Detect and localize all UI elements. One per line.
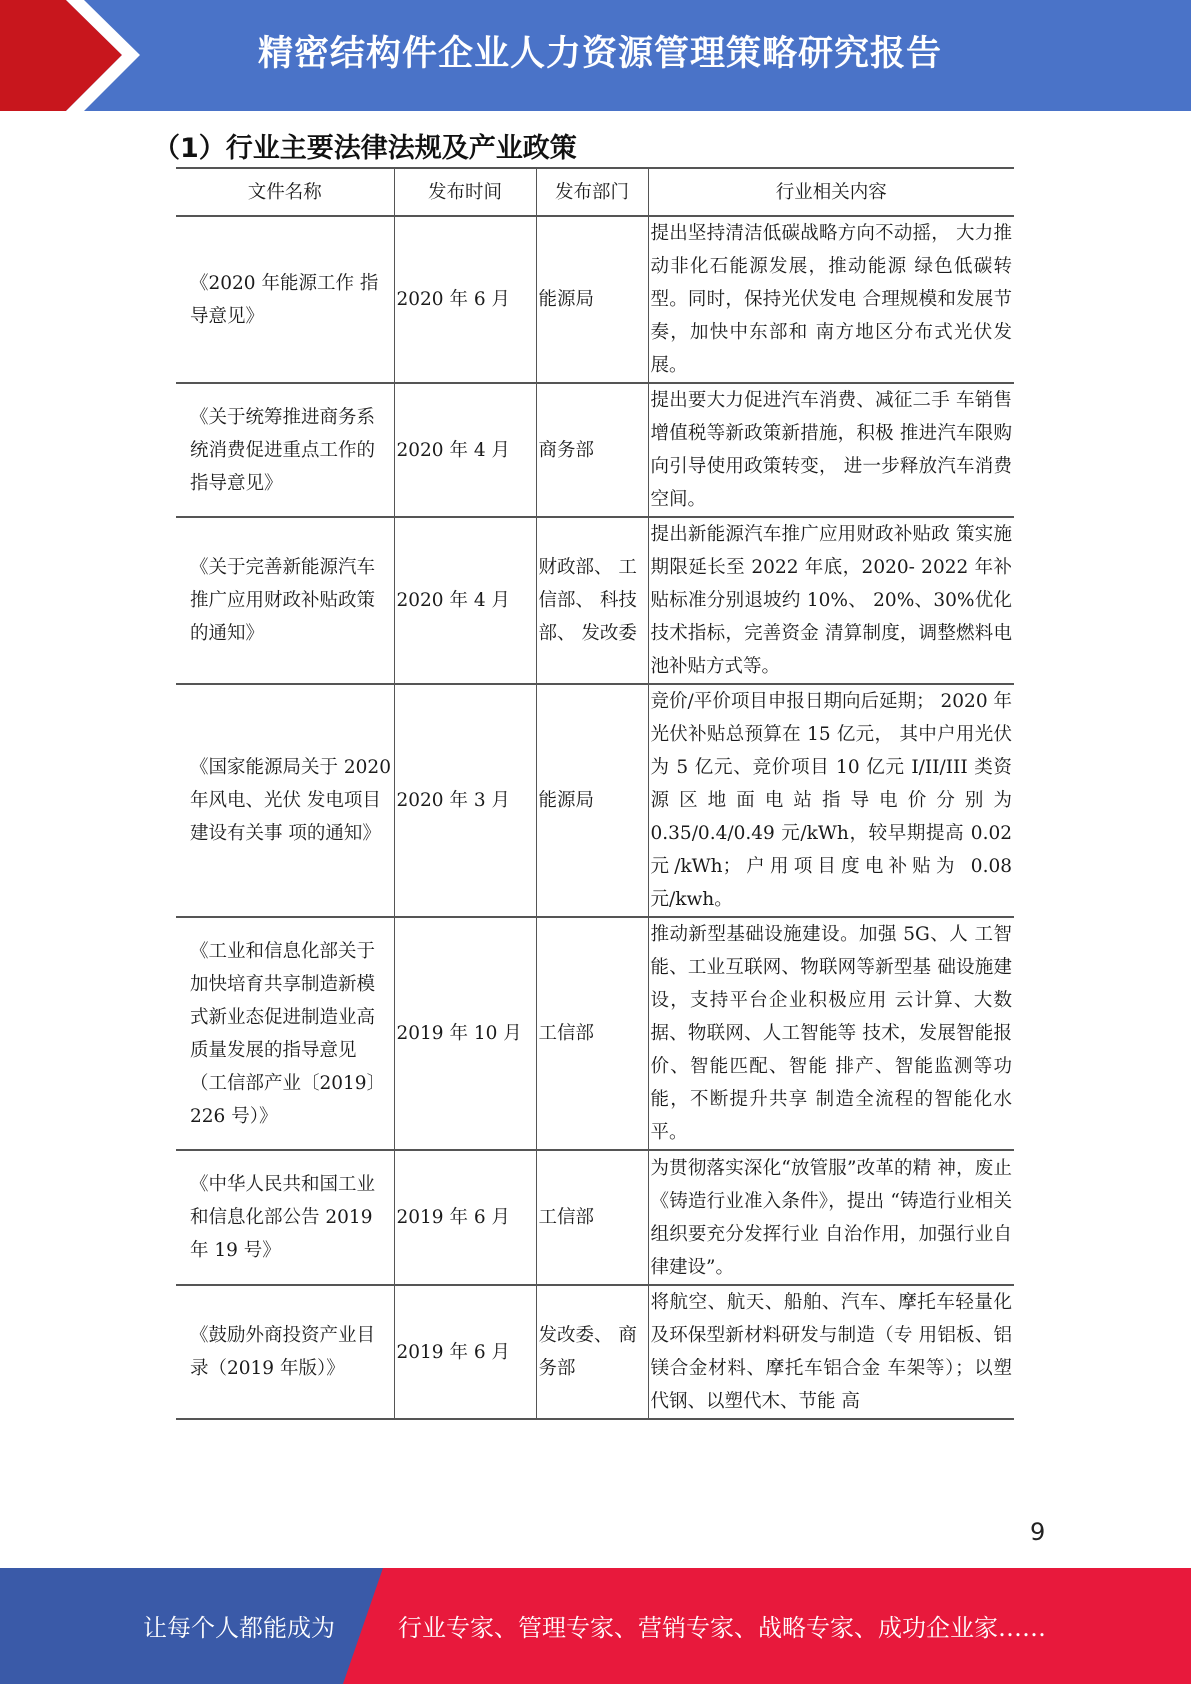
header-content: 行业相关内容 [648,168,1014,216]
table-row [176,1285,1014,1419]
doc-name-cell: 《2020 年能源工作 指导意见》 [176,216,394,383]
date-cell: 2020 年 6 月 [394,216,536,383]
dept-cell: 能源局 [536,684,648,917]
content-cell: 将航空、航天、船舶、汽车、摩托车轻量化及环保型新材料研发与制造（专 用铝板、铝镁合金材料、摩托车铝合金 车架等）；以塑代钢、以塑代木、节能 高 [648,1285,1014,1419]
doc-name-cell: 《鼓励外商投资产业目录（2019 年版）》 [176,1285,394,1419]
policy-table [176,167,1014,1420]
page-number: 9 [1030,1518,1046,1546]
doc-name-cell: 《国家能源局关于 2020 年风电、光伏 发电项目建设有关事 项的通知》 [176,684,394,917]
date-cell: 2019 年 10 月 [394,917,536,1150]
content-cell: 提出坚持清洁低碳战略方向不动摇， 大力推动非化石能源发展，推动能源 绿色低碳转型。同时，保持光伏发电 合理规模和发展节奏，加快中东部和 南方地区分布式光伏发展。 [648,216,1014,383]
report-title: 精密结构件企业人力资源管理策略研究报告 [258,34,943,74]
footer-band [0,1568,1191,1684]
table-row [176,917,1014,1150]
content-cell: 竞价/平价项目申报日期向后延期； 2020 年光伏补贴总预算在 15 亿元， 其中户用光伏为 5 亿元、竞价项目 10 亿元 I/II/III 类资源区地面电站指导电价分别为 0.35/0.4/0.49 元/kWh，较早期提高 0.02 元/kWh；户用项目度电补贴为 0.08 元/kwh。 [648,684,1014,917]
dept-cell: 工信部 [536,1150,648,1285]
doc-name-cell: 《关于统筹推进商务系统消费促进重点工作的指导意见》 [176,383,394,517]
footer-slogan-right: 行业专家、管理专家、营销专家、战略专家、成功企业家…… [398,1614,1046,1642]
date-cell: 2019 年 6 月 [394,1285,536,1419]
date-cell: 2019 年 6 月 [394,1150,536,1285]
date-cell: 2020 年 4 月 [394,517,536,684]
table-row [176,1150,1014,1285]
content-cell: 提出要大力促进汽车消费、减征二手 车销售增值税等新政策新措施，积极 推进汽车限购向引导使用政策转变， 进一步释放汽车消费空间。 [648,383,1014,517]
content-cell: 推动新型基础设施建设。加强 5G、人 工智能、工业互联网、物联网等新型基 础设施建设，支持平台企业积极应用 云计算、大数据、物联网、人工智能等 技术，发展智能报价、智能匹配、智能 排产、智能监测等功能，不断提升共享 制造全流程的智能化水平。 [648,917,1014,1150]
doc-name-cell: 《关于完善新能源汽车推广应用财政补贴政策的通知》 [176,517,394,684]
table-header-row [176,168,1014,216]
header-publish-date: 发布时间 [394,168,536,216]
content-cell: 提出新能源汽车推广应用财政补贴政 策实施期限延长至 2022 年底，2020- 2022 年补贴标准分别退坡约 10%、 20%、30%优化技术指标，完善资金 清算制度，调整燃料电池补贴方式等。 [648,517,1014,684]
dept-cell: 财政部、 工信部、 科技部、 发改委 [536,517,648,684]
doc-name-cell: 《中华人民共和国工业和信息化部公告 2019 年 19 号》 [176,1150,394,1285]
doc-name-cell: 《工业和信息化部关于加快培育共享制造新模式新业态促进制造业高质量发展的指导意见（工信部产业〔2019〕 226 号）》 [176,917,394,1150]
dept-cell: 工信部 [536,917,648,1150]
table-row [176,216,1014,383]
table-row [176,684,1014,917]
dept-cell: 发改委、 商务部 [536,1285,648,1419]
footer-slogan-left: 让每个人都能成为 [143,1614,335,1642]
header-red-chevron [0,0,160,111]
header-doc-name: 文件名称 [176,168,394,216]
content-cell: 为贯彻落实深化“放管服”改革的精 神，废止《铸造行业准入条件》，提出 “铸造行业相关组织要充分发挥行业 自治作用，加强行业自律建设”。 [648,1150,1014,1285]
section-heading: （1）行业主要法律法规及产业政策 [153,133,577,164]
table-row [176,383,1014,517]
dept-cell: 商务部 [536,383,648,517]
date-cell: 2020 年 3 月 [394,684,536,917]
header-band [0,0,1191,111]
date-cell: 2020 年 4 月 [394,383,536,517]
header-department: 发布部门 [536,168,648,216]
dept-cell: 能源局 [536,216,648,383]
table-row [176,517,1014,684]
